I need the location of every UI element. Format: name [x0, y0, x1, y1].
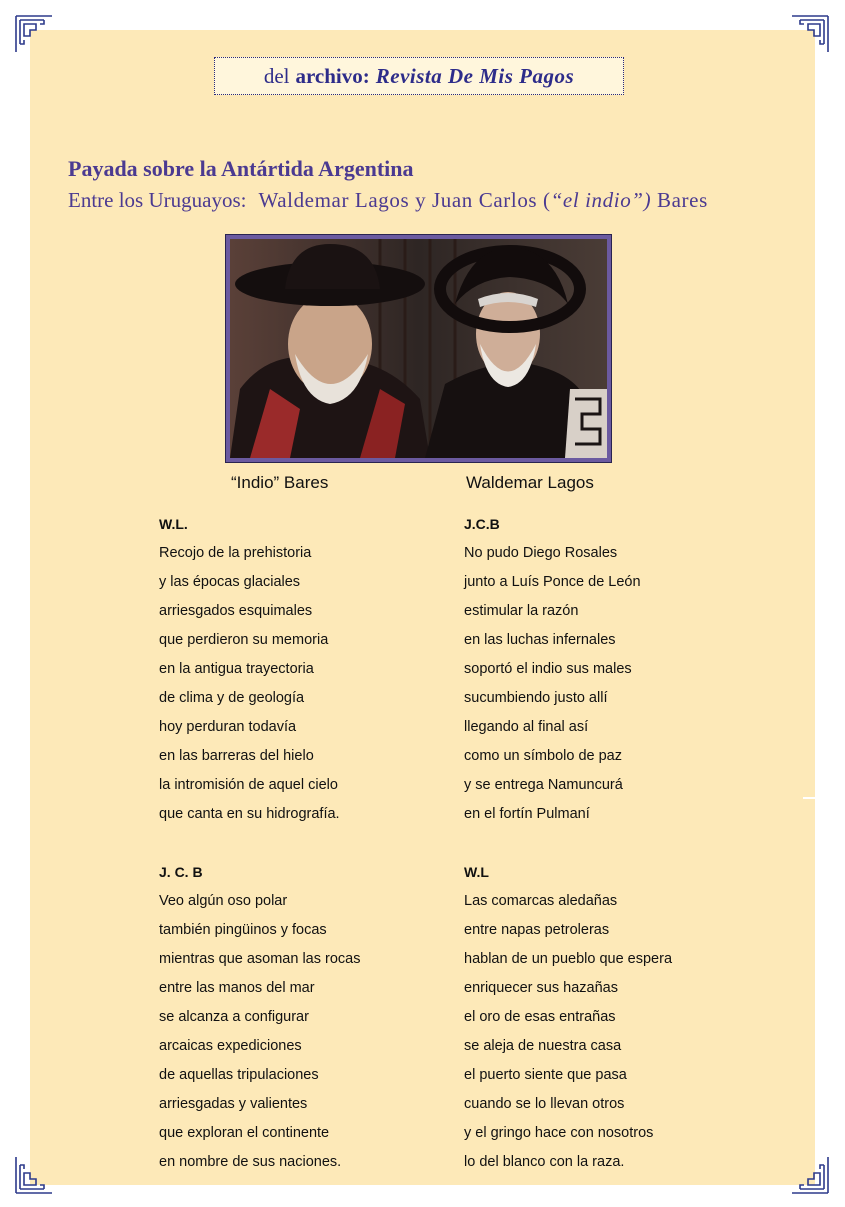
verse-line: Las comarcas aledañas: [464, 893, 618, 909]
corner-ornament-bottom-left: [14, 1155, 54, 1195]
verse-line: de aquellas tripulaciones: [159, 1067, 319, 1083]
verse-line: arriesgados esquimales: [159, 603, 313, 619]
verse-line: en la antigua trayectoria: [159, 661, 314, 677]
stanza-1-left: [159, 510, 459, 829]
verse-line: entre las manos del mar: [159, 980, 315, 996]
subtitle-surname: Bares: [651, 188, 708, 212]
verse-line: arriesgadas y valientes: [159, 1096, 308, 1112]
stanza-author: J. C. B: [159, 864, 203, 880]
subtitle-names: Waldemar Lagos y Juan Carlos (: [258, 188, 551, 212]
verse-line: hoy perduran todavía: [159, 719, 297, 735]
verse-line: en las barreras del hielo: [159, 748, 314, 764]
verse-line: estimular la razón: [464, 603, 579, 619]
verse-line: cuando se lo llevan otros: [464, 1096, 625, 1112]
verse-line: llegando al final así: [464, 719, 589, 735]
divider-mark: [803, 797, 815, 799]
verse-line: el oro de esas entrañas: [464, 1009, 616, 1025]
corner-ornament-top-left: [14, 14, 54, 54]
verse-line: hablan de un pueblo que espera: [464, 951, 673, 967]
verse-line: sucumbiendo justo allí: [464, 690, 608, 706]
caption-left: “Indio” Bares: [231, 473, 329, 492]
stanza-author: W.L: [464, 864, 489, 880]
verse-line: que exploran el continente: [159, 1125, 330, 1141]
archive-header: [214, 57, 624, 95]
verse-line: Veo algún oso polar: [159, 893, 288, 909]
verse-line: entre napas petroleras: [464, 922, 610, 938]
verse-line: en las luchas infernales: [464, 632, 616, 648]
verse-line: en el fortín Pulmaní: [464, 806, 590, 822]
stanza-2-left: [159, 858, 459, 1177]
verse-line: arcaicas expediciones: [159, 1038, 302, 1054]
verse-line: como un símbolo de paz: [464, 748, 622, 764]
verse-line: Recojo de la prehistoria: [159, 545, 312, 561]
article-title: Payada sobre la Antártida Argentina: [68, 156, 414, 181]
verse-line: se alcanza a configurar: [159, 1009, 309, 1025]
stanza-author: J.C.B: [464, 516, 500, 532]
verse-line: junto a Luís Ponce de León: [464, 574, 641, 590]
caption-right: Waldemar Lagos: [466, 473, 594, 492]
verse-line: No pudo Diego Rosales: [464, 545, 618, 561]
verse-line: en nombre de sus naciones.: [159, 1154, 342, 1170]
verse-line: la intromisión de aquel cielo: [159, 777, 338, 793]
subtitle-lead: Entre los Uruguayos:: [68, 188, 247, 212]
archive-prefix: del: [263, 63, 290, 88]
verse-line: se aleja de nuestra casa: [464, 1038, 622, 1054]
subtitle-nickname: “el indio”): [550, 188, 652, 212]
stanza-2-right: [464, 858, 764, 1177]
stanza-author: W.L.: [159, 516, 188, 532]
payadores-photo: [226, 235, 611, 462]
verse-line: mientras que asoman las rocas: [159, 951, 361, 967]
verse-line: que perdieron su memoria: [159, 632, 329, 648]
stanza-1-right: [464, 510, 764, 829]
verse-line: enriquecer sus hazañas: [464, 980, 618, 996]
corner-ornament-bottom-right: [790, 1155, 830, 1195]
verse-line: de clima y de geología: [159, 690, 305, 706]
verse-line: lo del blanco con la raza.: [464, 1154, 625, 1170]
magazine-name: Revista De Mis Pagos: [375, 63, 575, 88]
verse-line: soportó el indio sus males: [464, 661, 632, 677]
verse-line: el puerto siente que pasa: [464, 1067, 627, 1083]
archive-word: archivo:: [295, 63, 370, 88]
verse-line: y el gringo hace con nosotros: [464, 1125, 654, 1141]
verse-line: y las épocas glaciales: [159, 574, 301, 590]
verse-line: también pingüinos y focas: [159, 922, 327, 938]
corner-ornament-top-right: [790, 14, 830, 54]
verse-line: que canta en su hidrografía.: [159, 806, 340, 822]
article-subtitle: [68, 188, 708, 213]
verse-line: y se entrega Namuncurá: [464, 777, 623, 793]
